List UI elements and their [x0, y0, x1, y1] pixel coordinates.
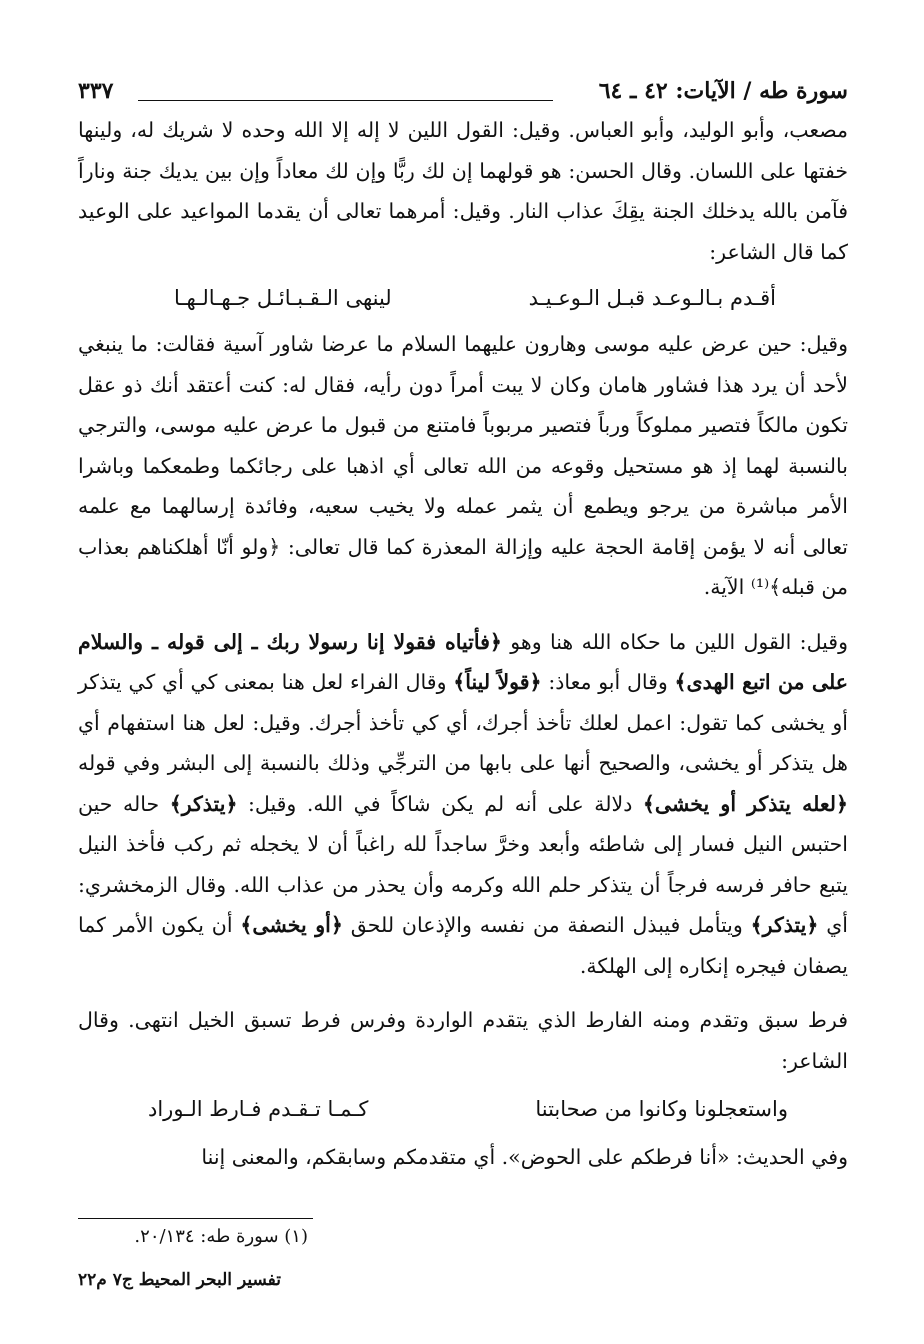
quran-quote-6: ﴿أو يخشى﴾ [240, 913, 343, 937]
verse-1-right-hemistich: أقـدم بـالـوعـد قبـل الـوعـيـد [528, 286, 776, 310]
footnote: (١) سورة طه: ٢٠/١٣٤. [134, 1226, 308, 1247]
quran-quote-3: ﴿لعله يتذكر أو يخشى﴾ [642, 791, 849, 816]
paragraph-4: فرط سبق وتقدم ومنه الفارط الذي يتقدم الواردة وفرس فرط تسبق الخيل انتهى. وقال الشاعر: [78, 1008, 848, 1073]
verse-2-left-hemistich: كـمـا تـقـدم فـارط الـوراد [148, 1097, 369, 1121]
p3-text-e: وقال الفراء لعل هنا بمعنى كي أي كي يتذكر أو يخشى كما تقول: اعمل لعلك تأخذ أجرك، أي كي تأخذ أجرك. وقيل: لعل هنا استفهام أي هل يتذكر أو يخشى، والصحيح أنها على بابها من الترجِّي وذلك بالنسبة إلى البشر وفي قوله [78, 670, 848, 775]
paragraph-3 [78, 622, 848, 987]
p3-text-k: ويتأمل فيبذل النصفة من نفسه والإذعان للحق [342, 913, 751, 937]
paragraph-5: وفي الحديث: «أنا فرطكم على الحوض». أي متقدمكم وسابقكم، والمعنى إننا [201, 1145, 848, 1169]
quran-quote-5: ﴿يتذكر﴾ [750, 913, 819, 937]
signature-line: تفسير البحر المحيط ج٧ م٢٢ [78, 1270, 281, 1290]
quran-quote-1: ﴿فأتياه فقولا إنا رسولا ربك ـ إلى قوله ـ والسلام على من اتبع الهدى﴾ [78, 629, 849, 694]
p3-text-i: حاله حين احتبس النيل فسار إلى شاطئه وأبعد وخرَّ ساجداً لله راغباً أن لا يخجله ثم ركب فأخذ النيل يتبع حافر فرسه فرجاً أن يتذكر حلم الله وكرمه وأن يحذر من عذاب الله. وقال الزمخشري: أي [78, 791, 848, 937]
p3-text-m: أن يكون الأمر كما يصفان فيجره إنكاره إلى الهلكة. [78, 913, 848, 978]
running-header [78, 70, 848, 110]
verse-1-left-hemistich: لينهى الـقـبـائـل جـهـالـهـا [174, 286, 392, 310]
header-title: سورة طه / الآيات: ٤٢ ـ ٦٤ [598, 78, 848, 104]
verse-2 [148, 1089, 788, 1129]
header-rule [138, 100, 553, 101]
quran-quote-4: ﴿يتذكر﴾ [169, 791, 238, 816]
document-page [78, 70, 848, 1330]
verse-1 [174, 278, 776, 318]
quran-quote-2: ﴿قولاً ليناً﴾ [453, 670, 542, 694]
paragraph-1: مصعب، وأبو الوليد، وأبو العباس. وقيل: القول اللين لا إله إلا الله وحده لا شريك له، ولينها خفتها على اللسان. وقال الحسن: هو قولهما إن لك ربًّا وإن لك معاداً وإن بين يديك جنة وناراً فآمن بالله يدخلك الجنة يقِكَ عذاب النار. وقيل: أمرهما تعالى أن يقدما المواعيد على الوعيد كما قال الشاعر: [78, 118, 848, 264]
p3-text-g: دلالة على أنه لم يكن شاكاً في الله. وقيل: [237, 791, 643, 816]
p3-text-c: وقال أبو معاذ: [541, 670, 675, 694]
footnote-rule [78, 1218, 313, 1219]
page-number: ٣٣٧ [78, 78, 114, 104]
paragraph-2: وقيل: حين عرض عليه موسى وهارون عليهما السلام ما عرضا شاور آسية فقالت: ما ينبغي لأحد أن يرد هذا فشاور هامان وكان لا يبت أمراً دون رأيه، فقال له: كنت أعتقد أنك ذو عقل تكون مالكاً فتصير مملوكاً ورباً فتصير مربوباً فامتنع من قبول ما عرض عليه موسى، والترجي بالنسبة لهما إذ هو مستحيل وقوعه من الله تعالى أي اذهبا على رجائكما وطمعكما وباشرا الأمر مباشرة من يرجو ويطمع أن يثمر عمله ولا يخيب سعيه، وفائدة إرسالهما مع علمه تعالى أنه لا يؤمن إقامة الحجة عليه وإزالة المعذرة كما قال تعالى: ﴿ولو أنّا أهلكناهم بعذاب من قبله﴾⁽¹⁾ الآية. [78, 332, 848, 599]
verse-2-right-hemistich: واستعجلونا وكانوا من صحابتنا [535, 1097, 788, 1121]
p3-text-a: وقيل: القول اللين ما حكاه الله هنا وهو [501, 629, 848, 654]
